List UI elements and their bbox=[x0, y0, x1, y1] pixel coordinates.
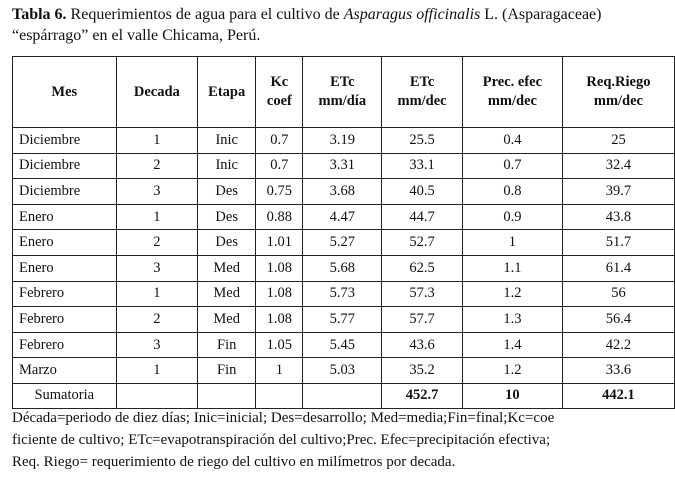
table-cell: 4.47 bbox=[303, 204, 382, 230]
table-cell: Fin bbox=[198, 358, 256, 384]
table-cell: 56.4 bbox=[562, 307, 674, 333]
table-cell: Febrero bbox=[13, 307, 117, 333]
table-cell: Fin bbox=[198, 332, 256, 358]
footnote-line: ficiente de cultivo; ETc=evapotranspiración del cultivo;Prec. Efec=precipitación efectiva; bbox=[12, 432, 551, 448]
column-header-line: ETc bbox=[330, 74, 355, 90]
table-cell: 1.1 bbox=[462, 255, 562, 281]
table-cell: Marzo bbox=[13, 358, 117, 384]
table-cell: 1.2 bbox=[462, 281, 562, 307]
column-header bbox=[13, 57, 117, 128]
table-caption bbox=[12, 4, 672, 46]
column-header bbox=[303, 57, 382, 128]
table-row bbox=[13, 307, 675, 333]
table-cell: 57.7 bbox=[382, 307, 463, 333]
summary-riego: 442.1 bbox=[562, 383, 674, 408]
table-cell: 5.03 bbox=[303, 358, 382, 384]
table-cell: 56 bbox=[562, 281, 674, 307]
summary-empty-cell bbox=[303, 383, 382, 408]
table-cell: 1.01 bbox=[256, 230, 303, 256]
table-cell: Med bbox=[198, 255, 256, 281]
table-cell: 2 bbox=[116, 230, 198, 256]
table-cell: 25.5 bbox=[382, 128, 463, 154]
table-cell: 1 bbox=[116, 358, 198, 384]
column-header-line: Kc bbox=[270, 74, 289, 90]
table-row bbox=[13, 179, 675, 205]
table-cell: 0.7 bbox=[256, 128, 303, 154]
table-row bbox=[13, 153, 675, 179]
table-cell: 1 bbox=[116, 128, 198, 154]
table-cell: 3 bbox=[116, 255, 198, 281]
table-cell: 1 bbox=[256, 358, 303, 384]
table-cell: Diciembre bbox=[13, 179, 117, 205]
caption-label: Tabla 6. bbox=[12, 6, 67, 23]
table-cell: 35.2 bbox=[382, 358, 463, 384]
table-cell: 32.4 bbox=[562, 153, 674, 179]
table-row bbox=[13, 255, 675, 281]
table-cell: 2 bbox=[116, 153, 198, 179]
table-cell: Febrero bbox=[13, 281, 117, 307]
table-body bbox=[13, 128, 675, 384]
table-cell: 3.31 bbox=[303, 153, 382, 179]
table-cell: 25 bbox=[562, 128, 674, 154]
column-header-line: mm/dec bbox=[593, 93, 643, 109]
table-cell: 5.45 bbox=[303, 332, 382, 358]
caption-species: Asparagus officinalis bbox=[343, 6, 481, 23]
column-header-line: Decada bbox=[133, 83, 180, 100]
table-cell: 33.6 bbox=[562, 358, 674, 384]
table-cell: 0.75 bbox=[256, 179, 303, 205]
column-header bbox=[256, 57, 303, 128]
column-header-line: Prec. efec bbox=[482, 74, 543, 90]
column-header-line: ETc bbox=[409, 74, 435, 90]
table-cell: 52.7 bbox=[382, 230, 463, 256]
table-row bbox=[13, 230, 675, 256]
table-cell: 5.77 bbox=[303, 307, 382, 333]
table-cell: 0.4 bbox=[462, 128, 562, 154]
table-cell: 2 bbox=[116, 307, 198, 333]
footnote-line: Req. Riego= requerimiento de riego del cultivo en milímetros por decada. bbox=[12, 454, 456, 470]
table-cell: Enero bbox=[13, 204, 117, 230]
table-cell: 42.2 bbox=[562, 332, 674, 358]
table-cell: Des bbox=[198, 179, 256, 205]
table-cell: Inic bbox=[198, 128, 256, 154]
table-cell: 1.08 bbox=[256, 255, 303, 281]
header-row bbox=[13, 57, 675, 128]
table-cell: 1 bbox=[462, 230, 562, 256]
table-cell: 39.7 bbox=[562, 179, 674, 205]
table-cell: 3 bbox=[116, 179, 198, 205]
column-header-line: Req.Riego bbox=[586, 74, 651, 90]
caption-line-1 bbox=[12, 4, 672, 25]
summary-prec: 10 bbox=[462, 383, 562, 408]
table-cell: 44.7 bbox=[382, 204, 463, 230]
table-row bbox=[13, 358, 675, 384]
table-cell: 62.5 bbox=[382, 255, 463, 281]
table-cell: Enero bbox=[13, 230, 117, 256]
table-cell: 40.5 bbox=[382, 179, 463, 205]
column-header bbox=[198, 57, 256, 128]
table-cell: Febrero bbox=[13, 332, 117, 358]
table-cell: 1.2 bbox=[462, 358, 562, 384]
column-header bbox=[382, 57, 463, 128]
table-cell: 57.3 bbox=[382, 281, 463, 307]
column-header-line: mm/dec bbox=[487, 93, 537, 109]
table-row bbox=[13, 281, 675, 307]
table-cell: Diciembre bbox=[13, 128, 117, 154]
table-cell: 5.27 bbox=[303, 230, 382, 256]
column-header bbox=[562, 57, 674, 128]
table-cell: 33.1 bbox=[382, 153, 463, 179]
table-footnote bbox=[12, 407, 672, 473]
summary-label: Sumatoria bbox=[13, 383, 117, 408]
summary-empty-cell bbox=[116, 383, 198, 408]
column-header-line: mm/dec bbox=[397, 93, 447, 109]
table-cell: 61.4 bbox=[562, 255, 674, 281]
table-cell: 0.88 bbox=[256, 204, 303, 230]
table-cell: 1.3 bbox=[462, 307, 562, 333]
table-cell: 0.9 bbox=[462, 204, 562, 230]
table-cell: 0.7 bbox=[256, 153, 303, 179]
caption-text-pre: Requerimientos de agua para el cultivo de bbox=[66, 6, 344, 23]
table-cell: Des bbox=[198, 204, 256, 230]
table-cell: Des bbox=[198, 230, 256, 256]
column-header-line: mm/día bbox=[318, 93, 367, 109]
table-cell: 3.19 bbox=[303, 128, 382, 154]
table-cell: 51.7 bbox=[562, 230, 674, 256]
summary-empty-cell bbox=[198, 383, 256, 408]
table-cell: 1.4 bbox=[462, 332, 562, 358]
table-row bbox=[13, 332, 675, 358]
table-row bbox=[13, 128, 675, 154]
table-cell: 1.08 bbox=[256, 307, 303, 333]
table-cell: 0.7 bbox=[462, 153, 562, 179]
table-cell: 1.08 bbox=[256, 281, 303, 307]
table-cell: Med bbox=[198, 281, 256, 307]
table-cell: Inic bbox=[198, 153, 256, 179]
footnote-line: Década=periodo de diez días; Inic=inicial; Des=desarrollo; Med=media;Fin=final;Kc=coe bbox=[12, 410, 555, 426]
table-cell: 1 bbox=[116, 204, 198, 230]
caption-line-2: “espárrago” en el valle Chicama, Perú. bbox=[12, 27, 261, 44]
column-header bbox=[116, 57, 198, 128]
table-cell: 1.05 bbox=[256, 332, 303, 358]
table-cell: 3 bbox=[116, 332, 198, 358]
column-header bbox=[462, 57, 562, 128]
table-cell: Enero bbox=[13, 255, 117, 281]
column-header-line: Mes bbox=[51, 83, 78, 100]
table-cell: 5.68 bbox=[303, 255, 382, 281]
table-cell: 5.73 bbox=[303, 281, 382, 307]
table-cell: Diciembre bbox=[13, 153, 117, 179]
water-requirements-table bbox=[12, 56, 675, 409]
table-row bbox=[13, 204, 675, 230]
table-cell: 43.8 bbox=[562, 204, 674, 230]
table-cell: 3.68 bbox=[303, 179, 382, 205]
summary-etc-dec: 452.7 bbox=[382, 383, 463, 408]
table-cell: Med bbox=[198, 307, 256, 333]
table-cell: 43.6 bbox=[382, 332, 463, 358]
caption-text-post: L. (Asparagaceae) bbox=[480, 6, 602, 23]
summary-row bbox=[13, 383, 675, 408]
column-header-line: Etapa bbox=[208, 83, 246, 100]
column-header-line: coef bbox=[266, 93, 292, 109]
summary-empty-cell bbox=[256, 383, 303, 408]
table-cell: 1 bbox=[116, 281, 198, 307]
table-cell: 0.8 bbox=[462, 179, 562, 205]
